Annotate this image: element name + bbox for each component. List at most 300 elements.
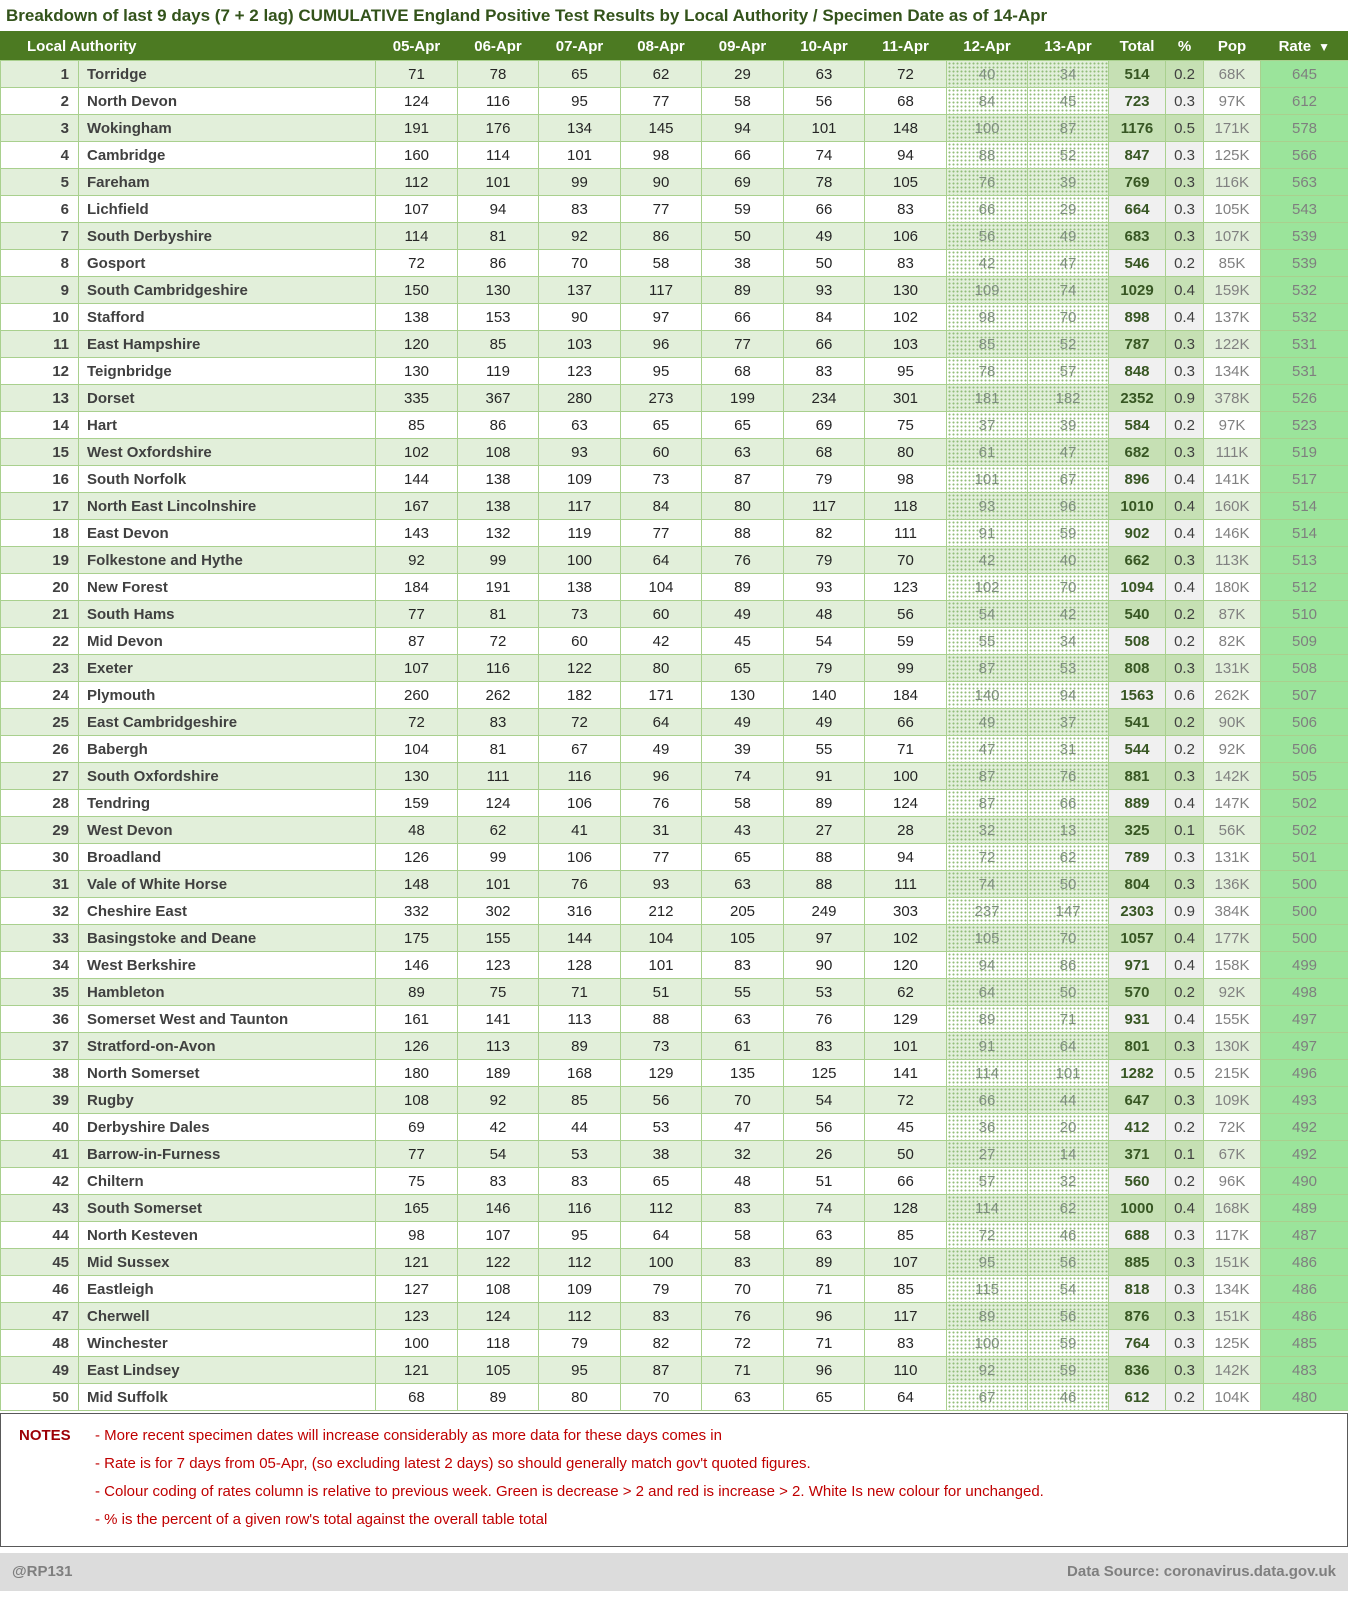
rank-cell: 25	[1, 709, 79, 736]
daily-count-cell: 159	[376, 790, 458, 817]
table-row	[1, 1087, 1348, 1114]
daily-count-cell: 87	[702, 466, 784, 493]
daily-count-cell: 102	[865, 925, 947, 952]
authority-cell: New Forest	[79, 574, 376, 601]
pop-cell: 131K	[1204, 655, 1261, 682]
daily-count-cell: 83	[784, 1033, 865, 1060]
daily-count-cell: 72	[376, 709, 458, 736]
daily-count-cell: 63	[784, 1222, 865, 1249]
daily-count-cell: 117	[621, 277, 702, 304]
daily-count-cell: 150	[376, 277, 458, 304]
rank-cell: 49	[1, 1357, 79, 1384]
daily-count-cell: 123	[865, 574, 947, 601]
rate-cell: 531	[1261, 358, 1348, 385]
lag-count-cell: 98	[947, 304, 1028, 331]
rate-cell: 506	[1261, 736, 1348, 763]
table-row	[1, 547, 1348, 574]
daily-count-cell: 50	[865, 1141, 947, 1168]
notes-label: NOTES	[19, 1427, 71, 1444]
total-cell: 540	[1109, 601, 1166, 628]
daily-count-cell: 63	[702, 871, 784, 898]
authority-cell: Tendring	[79, 790, 376, 817]
lag-count-cell: 56	[1028, 1303, 1109, 1330]
daily-count-cell: 122	[539, 655, 621, 682]
daily-count-cell: 120	[865, 952, 947, 979]
rank-cell: 15	[1, 439, 79, 466]
total-cell: 325	[1109, 817, 1166, 844]
authority-cell: Cheshire East	[79, 898, 376, 925]
note-line: - % is the percent of a given row's total against the overall table total	[95, 1511, 548, 1528]
daily-count-cell: 160	[376, 142, 458, 169]
rank-cell: 20	[1, 574, 79, 601]
lag-count-cell: 100	[947, 115, 1028, 142]
col-header-label: Pop	[1217, 37, 1247, 55]
authority-cell: West Oxfordshire	[79, 439, 376, 466]
pct-cell: 0.3	[1166, 1222, 1204, 1249]
table-row	[1, 412, 1348, 439]
rank-cell: 41	[1, 1141, 79, 1168]
lag-count-cell: 87	[947, 655, 1028, 682]
authority-cell: Stratford-on-Avon	[79, 1033, 376, 1060]
daily-count-cell: 60	[539, 628, 621, 655]
table-row	[1, 250, 1348, 277]
daily-count-cell: 180	[376, 1060, 458, 1087]
table-row	[1, 1006, 1348, 1033]
daily-count-cell: 55	[784, 736, 865, 763]
lag-count-cell: 27	[947, 1141, 1028, 1168]
lag-count-cell: 94	[1028, 682, 1109, 709]
daily-count-cell: 77	[621, 88, 702, 115]
daily-count-cell: 49	[702, 601, 784, 628]
pct-cell: 0.4	[1166, 304, 1204, 331]
daily-count-cell: 101	[458, 169, 539, 196]
authority-cell: South Hams	[79, 601, 376, 628]
daily-count-cell: 64	[621, 1222, 702, 1249]
daily-count-cell: 54	[784, 628, 865, 655]
pct-cell: 0.2	[1166, 61, 1204, 88]
pop-cell: 113K	[1204, 547, 1261, 574]
total-cell: 896	[1109, 466, 1166, 493]
lag-count-cell: 45	[1028, 88, 1109, 115]
table-row	[1, 574, 1348, 601]
lag-count-cell: 181	[947, 385, 1028, 412]
daily-count-cell: 60	[621, 601, 702, 628]
lag-count-cell: 237	[947, 898, 1028, 925]
table-row	[1, 1060, 1348, 1087]
daily-count-cell: 161	[376, 1006, 458, 1033]
daily-count-cell: 99	[539, 169, 621, 196]
col-header-label: Rate	[1278, 37, 1312, 55]
daily-count-cell: 129	[865, 1006, 947, 1033]
daily-count-cell: 83	[702, 1249, 784, 1276]
pct-cell: 0.2	[1166, 1384, 1204, 1411]
daily-count-cell: 43	[702, 817, 784, 844]
pop-cell: 384K	[1204, 898, 1261, 925]
rate-cell: 502	[1261, 817, 1348, 844]
pct-cell: 0.4	[1166, 1006, 1204, 1033]
pop-cell: 97K	[1204, 88, 1261, 115]
daily-count-cell: 89	[784, 790, 865, 817]
daily-count-cell: 78	[458, 61, 539, 88]
lag-count-cell: 37	[947, 412, 1028, 439]
col-header-label: 05-Apr	[392, 37, 441, 55]
daily-count-cell: 83	[865, 196, 947, 223]
lag-count-cell: 94	[947, 952, 1028, 979]
table-row	[1, 1303, 1348, 1330]
pct-cell: 0.4	[1166, 925, 1204, 952]
pct-cell: 0.3	[1166, 1033, 1204, 1060]
col-header-11-apr	[865, 32, 947, 61]
daily-count-cell: 117	[865, 1303, 947, 1330]
rate-cell: 519	[1261, 439, 1348, 466]
daily-count-cell: 105	[702, 925, 784, 952]
lag-count-cell: 93	[947, 493, 1028, 520]
lag-count-cell: 14	[1028, 1141, 1109, 1168]
daily-count-cell: 41	[539, 817, 621, 844]
daily-count-cell: 71	[376, 61, 458, 88]
sort-desc-icon: ▼	[1318, 39, 1330, 54]
total-cell: 1000	[1109, 1195, 1166, 1222]
pop-cell: 109K	[1204, 1087, 1261, 1114]
authority-cell: Exeter	[79, 655, 376, 682]
rate-cell: 507	[1261, 682, 1348, 709]
daily-count-cell: 128	[865, 1195, 947, 1222]
daily-count-cell: 83	[865, 250, 947, 277]
daily-count-cell: 249	[784, 898, 865, 925]
lag-count-cell: 74	[947, 871, 1028, 898]
daily-count-cell: 58	[702, 790, 784, 817]
authority-cell: North East Lincolnshire	[79, 493, 376, 520]
daily-count-cell: 93	[539, 439, 621, 466]
pop-cell: 104K	[1204, 1384, 1261, 1411]
lag-count-cell: 31	[1028, 736, 1109, 763]
daily-count-cell: 234	[784, 385, 865, 412]
lag-count-cell: 86	[1028, 952, 1109, 979]
daily-count-cell: 85	[865, 1276, 947, 1303]
daily-count-cell: 79	[784, 466, 865, 493]
rate-cell: 514	[1261, 493, 1348, 520]
total-cell: 787	[1109, 331, 1166, 358]
lag-count-cell: 109	[947, 277, 1028, 304]
lag-count-cell: 101	[947, 466, 1028, 493]
authority-cell: Teignbridge	[79, 358, 376, 385]
table-row	[1, 709, 1348, 736]
daily-count-cell: 117	[539, 493, 621, 520]
pct-cell: 0.4	[1166, 790, 1204, 817]
authority-cell: North Kesteven	[79, 1222, 376, 1249]
daily-count-cell: 123	[458, 952, 539, 979]
daily-count-cell: 89	[784, 1249, 865, 1276]
lag-count-cell: 50	[1028, 979, 1109, 1006]
daily-count-cell: 98	[376, 1222, 458, 1249]
lag-count-cell: 72	[947, 844, 1028, 871]
authority-cell: Cherwell	[79, 1303, 376, 1330]
rate-cell: 497	[1261, 1033, 1348, 1060]
daily-count-cell: 50	[702, 223, 784, 250]
lag-count-cell: 102	[947, 574, 1028, 601]
lag-count-cell: 70	[1028, 925, 1109, 952]
pop-cell: 72K	[1204, 1114, 1261, 1141]
lag-count-cell: 114	[947, 1195, 1028, 1222]
rank-cell: 28	[1, 790, 79, 817]
lag-count-cell: 36	[947, 1114, 1028, 1141]
daily-count-cell: 129	[621, 1060, 702, 1087]
daily-count-cell: 140	[784, 682, 865, 709]
authority-cell: South Cambridgeshire	[79, 277, 376, 304]
daily-count-cell: 111	[865, 520, 947, 547]
lag-count-cell: 92	[947, 1357, 1028, 1384]
daily-count-cell: 184	[376, 574, 458, 601]
total-cell: 808	[1109, 655, 1166, 682]
authority-cell: Torridge	[79, 61, 376, 88]
daily-count-cell: 82	[784, 520, 865, 547]
daily-count-cell: 117	[784, 493, 865, 520]
daily-count-cell: 77	[376, 1141, 458, 1168]
daily-count-cell: 106	[539, 790, 621, 817]
daily-count-cell: 100	[621, 1249, 702, 1276]
pct-cell: 0.3	[1166, 844, 1204, 871]
daily-count-cell: 130	[376, 763, 458, 790]
pop-cell: 141K	[1204, 466, 1261, 493]
daily-count-cell: 49	[784, 709, 865, 736]
rank-cell: 31	[1, 871, 79, 898]
table-row	[1, 601, 1348, 628]
rate-cell: 513	[1261, 547, 1348, 574]
daily-count-cell: 70	[702, 1087, 784, 1114]
table-row	[1, 1384, 1348, 1411]
total-cell: 541	[1109, 709, 1166, 736]
table-row	[1, 196, 1348, 223]
daily-count-cell: 108	[458, 1276, 539, 1303]
col-header-local-authority: Local Authority	[1, 32, 376, 61]
rank-cell: 13	[1, 385, 79, 412]
rank-cell: 16	[1, 466, 79, 493]
daily-count-cell: 99	[458, 547, 539, 574]
daily-count-cell: 71	[865, 736, 947, 763]
pct-cell: 0.2	[1166, 979, 1204, 1006]
daily-count-cell: 130	[702, 682, 784, 709]
daily-count-cell: 51	[784, 1168, 865, 1195]
daily-count-cell: 64	[865, 1384, 947, 1411]
authority-cell: Basingstoke and Deane	[79, 925, 376, 952]
pop-cell: 107K	[1204, 223, 1261, 250]
total-cell: 662	[1109, 547, 1166, 574]
daily-count-cell: 106	[865, 223, 947, 250]
col-header-label: Total	[1119, 37, 1155, 55]
col-header-06-apr	[458, 32, 539, 61]
pct-cell: 0.3	[1166, 1087, 1204, 1114]
lag-count-cell: 67	[947, 1384, 1028, 1411]
daily-count-cell: 98	[621, 142, 702, 169]
pop-cell: 159K	[1204, 277, 1261, 304]
daily-count-cell: 105	[865, 169, 947, 196]
pop-cell: 131K	[1204, 844, 1261, 871]
total-cell: 560	[1109, 1168, 1166, 1195]
rate-cell: 645	[1261, 61, 1348, 88]
rate-cell: 532	[1261, 304, 1348, 331]
daily-count-cell: 316	[539, 898, 621, 925]
rank-cell: 30	[1, 844, 79, 871]
daily-count-cell: 134	[539, 115, 621, 142]
daily-count-cell: 124	[458, 790, 539, 817]
daily-count-cell: 114	[376, 223, 458, 250]
authority-cell: West Devon	[79, 817, 376, 844]
rate-cell: 512	[1261, 574, 1348, 601]
total-cell: 876	[1109, 1303, 1166, 1330]
daily-count-cell: 45	[865, 1114, 947, 1141]
pop-cell: 105K	[1204, 196, 1261, 223]
rank-cell: 45	[1, 1249, 79, 1276]
rate-cell: 499	[1261, 952, 1348, 979]
table-row	[1, 898, 1348, 925]
col-header-label: 06-Apr	[474, 37, 522, 55]
col-header-label: 09-Apr	[718, 37, 767, 55]
rate-cell: 531	[1261, 331, 1348, 358]
pop-cell: 151K	[1204, 1249, 1261, 1276]
total-cell: 885	[1109, 1249, 1166, 1276]
lag-count-cell: 40	[947, 61, 1028, 88]
daily-count-cell: 95	[539, 1222, 621, 1249]
col-header-rate[interactable]	[1261, 32, 1348, 61]
total-cell: 682	[1109, 439, 1166, 466]
rate-cell: 500	[1261, 871, 1348, 898]
pop-cell: 85K	[1204, 250, 1261, 277]
lag-count-cell: 49	[1028, 223, 1109, 250]
daily-count-cell: 63	[702, 1006, 784, 1033]
daily-count-cell: 101	[458, 871, 539, 898]
total-cell: 1029	[1109, 277, 1166, 304]
daily-count-cell: 72	[376, 250, 458, 277]
rank-cell: 10	[1, 304, 79, 331]
daily-count-cell: 85	[458, 331, 539, 358]
lag-count-cell: 47	[947, 736, 1028, 763]
total-cell: 971	[1109, 952, 1166, 979]
lag-count-cell: 52	[1028, 331, 1109, 358]
daily-count-cell: 96	[784, 1357, 865, 1384]
daily-count-cell: 101	[865, 1033, 947, 1060]
daily-count-cell: 87	[621, 1357, 702, 1384]
pct-cell: 0.4	[1166, 952, 1204, 979]
daily-count-cell: 56	[865, 601, 947, 628]
daily-count-cell: 65	[702, 412, 784, 439]
rank-cell: 4	[1, 142, 79, 169]
rate-cell: 539	[1261, 250, 1348, 277]
lag-count-cell: 32	[1028, 1168, 1109, 1195]
authority-cell: East Hampshire	[79, 331, 376, 358]
pct-cell: 0.3	[1166, 439, 1204, 466]
lag-count-cell: 54	[947, 601, 1028, 628]
lag-count-cell: 20	[1028, 1114, 1109, 1141]
authority-cell: Cambridge	[79, 142, 376, 169]
table-row	[1, 628, 1348, 655]
authority-cell: Chiltern	[79, 1168, 376, 1195]
lag-count-cell: 62	[1028, 844, 1109, 871]
daily-count-cell: 79	[784, 655, 865, 682]
daily-count-cell: 81	[458, 736, 539, 763]
daily-count-cell: 112	[539, 1249, 621, 1276]
table-row	[1, 61, 1348, 88]
daily-count-cell: 72	[702, 1330, 784, 1357]
rate-cell: 506	[1261, 709, 1348, 736]
rate-cell: 485	[1261, 1330, 1348, 1357]
rate-cell: 532	[1261, 277, 1348, 304]
total-cell: 804	[1109, 871, 1166, 898]
authority-cell: Mid Devon	[79, 628, 376, 655]
pop-cell: 111K	[1204, 439, 1261, 466]
pct-cell: 0.5	[1166, 1060, 1204, 1087]
daily-count-cell: 88	[784, 871, 865, 898]
daily-count-cell: 80	[539, 1384, 621, 1411]
lag-count-cell: 66	[947, 1087, 1028, 1114]
col-header-label: 12-Apr	[963, 37, 1011, 55]
daily-count-cell: 138	[458, 466, 539, 493]
daily-count-cell: 96	[621, 763, 702, 790]
daily-count-cell: 153	[458, 304, 539, 331]
daily-count-cell: 107	[376, 196, 458, 223]
authority-cell: South Derbyshire	[79, 223, 376, 250]
daily-count-cell: 44	[539, 1114, 621, 1141]
rank-cell: 8	[1, 250, 79, 277]
daily-count-cell: 130	[376, 358, 458, 385]
pop-cell: 92K	[1204, 736, 1261, 763]
daily-count-cell: 335	[376, 385, 458, 412]
daily-count-cell: 112	[539, 1303, 621, 1330]
daily-count-cell: 69	[376, 1114, 458, 1141]
authority-cell: Dorset	[79, 385, 376, 412]
daily-count-cell: 85	[539, 1087, 621, 1114]
daily-count-cell: 199	[702, 385, 784, 412]
pct-cell: 0.9	[1166, 385, 1204, 412]
authority-cell: Winchester	[79, 1330, 376, 1357]
daily-count-cell: 60	[621, 439, 702, 466]
rank-cell: 18	[1, 520, 79, 547]
lag-count-cell: 47	[1028, 250, 1109, 277]
data-table	[0, 31, 1348, 1411]
rank-cell: 48	[1, 1330, 79, 1357]
daily-count-cell: 103	[539, 331, 621, 358]
table-row	[1, 1114, 1348, 1141]
daily-count-cell: 74	[702, 763, 784, 790]
table-row	[1, 142, 1348, 169]
daily-count-cell: 108	[376, 1087, 458, 1114]
total-cell: 881	[1109, 763, 1166, 790]
lag-count-cell: 89	[947, 1303, 1028, 1330]
daily-count-cell: 85	[865, 1222, 947, 1249]
total-cell: 1057	[1109, 925, 1166, 952]
daily-count-cell: 56	[784, 1114, 865, 1141]
daily-count-cell: 100	[539, 547, 621, 574]
lag-count-cell: 182	[1028, 385, 1109, 412]
pct-cell: 0.2	[1166, 736, 1204, 763]
daily-count-cell: 111	[458, 763, 539, 790]
lag-count-cell: 91	[947, 520, 1028, 547]
authority-cell: West Berkshire	[79, 952, 376, 979]
daily-count-cell: 95	[539, 1357, 621, 1384]
daily-count-cell: 80	[865, 439, 947, 466]
daily-count-cell: 116	[458, 655, 539, 682]
daily-count-cell: 32	[702, 1141, 784, 1168]
daily-count-cell: 53	[784, 979, 865, 1006]
rate-cell: 480	[1261, 1384, 1348, 1411]
lag-count-cell: 52	[1028, 142, 1109, 169]
daily-count-cell: 45	[702, 628, 784, 655]
lag-count-cell: 64	[947, 979, 1028, 1006]
daily-count-cell: 101	[621, 952, 702, 979]
total-cell: 570	[1109, 979, 1166, 1006]
col-header-12-apr	[947, 32, 1028, 61]
rate-cell: 492	[1261, 1141, 1348, 1168]
lag-count-cell: 78	[947, 358, 1028, 385]
